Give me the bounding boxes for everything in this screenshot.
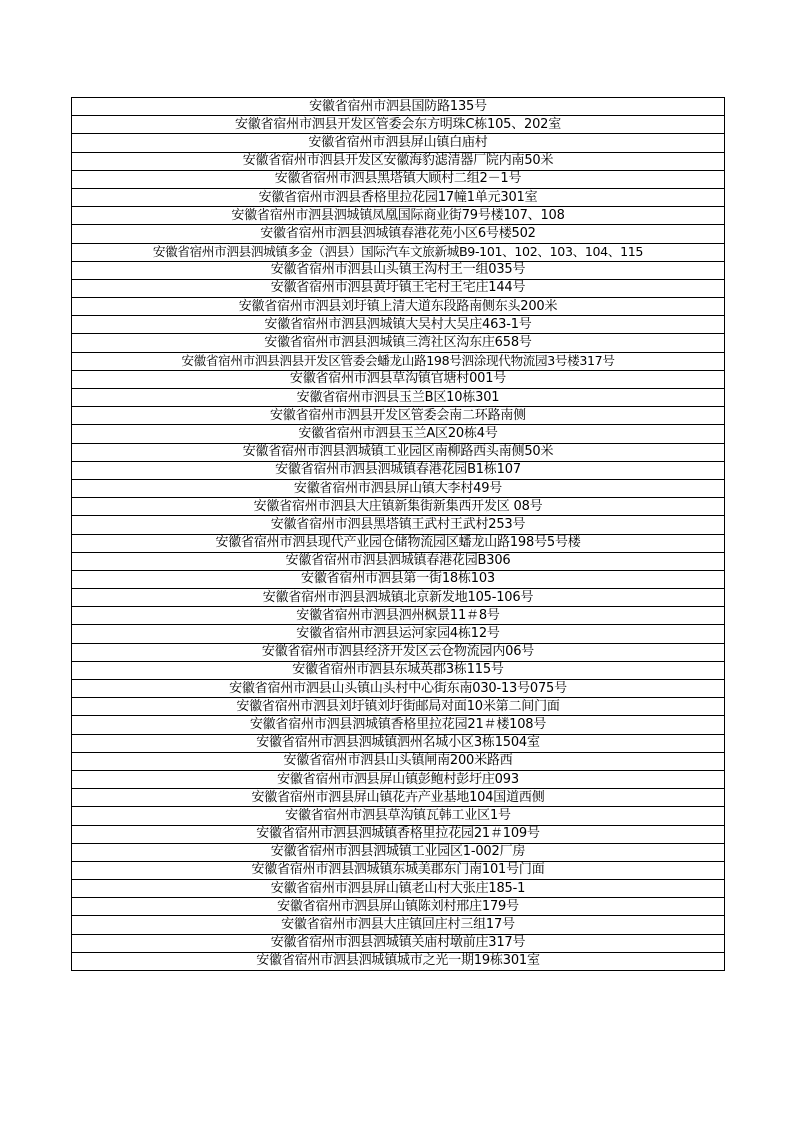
table-row xyxy=(72,861,725,879)
address-cell: 安徽省宿州市泗县开发区管委会东方明珠C栋105、202室 xyxy=(72,116,725,134)
address-cell: 安徽省宿州市泗县泗城镇香格里拉花园21＃109号 xyxy=(72,825,725,843)
table-row xyxy=(72,607,725,625)
table-row xyxy=(72,188,725,206)
address-cell: 安徽省宿州市泗县经济开发区云仓物流园内06号 xyxy=(72,643,725,661)
address-cell: 安徽省宿州市泗县屏山镇花卉产业基地104国道西侧 xyxy=(72,789,725,807)
address-table-body xyxy=(72,98,725,971)
table-row xyxy=(72,98,725,116)
table-row xyxy=(72,643,725,661)
address-cell: 安徽省宿州市泗县泗城镇泗州名城小区3栋1504室 xyxy=(72,734,725,752)
address-cell: 安徽省宿州市泗县泗城镇春港花园B306 xyxy=(72,552,725,570)
table-row xyxy=(72,479,725,497)
table-row xyxy=(72,552,725,570)
table-row xyxy=(72,661,725,679)
address-cell: 安徽省宿州市泗县泗城镇三湾社区沟东庄658号 xyxy=(72,334,725,352)
address-cell: 安徽省宿州市泗县泗州枫景11＃8号 xyxy=(72,607,725,625)
address-cell: 安徽省宿州市泗县泗城镇工业园区南柳路西头南侧50米 xyxy=(72,443,725,461)
address-cell: 安徽省宿州市泗县草沟镇官塘村001号 xyxy=(72,370,725,388)
table-row xyxy=(72,498,725,516)
address-cell: 安徽省宿州市泗县玉兰A区20栋4号 xyxy=(72,425,725,443)
address-cell: 安徽省宿州市泗县泗城镇凤凰国际商业街79号楼107、108 xyxy=(72,207,725,225)
address-cell: 安徽省宿州市泗县开发区安徽海豹滤清器厂院内南50米 xyxy=(72,152,725,170)
table-row xyxy=(72,516,725,534)
address-cell: 安徽省宿州市泗县泗城镇城市之光一期19栋301室 xyxy=(72,952,725,970)
table-row xyxy=(72,734,725,752)
table-row xyxy=(72,225,725,243)
address-cell: 安徽省宿州市泗县大庄镇新集街新集西开发区 08号 xyxy=(72,498,725,516)
address-cell: 安徽省宿州市泗县黑塔镇王武村王武村253号 xyxy=(72,516,725,534)
table-row xyxy=(72,116,725,134)
address-cell: 安徽省宿州市泗县屏山镇白庙村 xyxy=(72,134,725,152)
address-cell: 安徽省宿州市泗县泗城镇春港花园B1栋107 xyxy=(72,461,725,479)
table-row xyxy=(72,389,725,407)
address-cell: 安徽省宿州市泗县黑塔镇大顾村二组2－1号 xyxy=(72,170,725,188)
address-cell: 安徽省宿州市泗县现代产业园仓储物流园区蟠龙山路198号5号楼 xyxy=(72,534,725,552)
table-row xyxy=(72,443,725,461)
table-row xyxy=(72,207,725,225)
table-row xyxy=(72,934,725,952)
address-cell: 安徽省宿州市泗县屏山镇大李村49号 xyxy=(72,479,725,497)
table-row xyxy=(72,334,725,352)
address-cell: 安徽省宿州市泗县泗城镇工业园区1-002厂房 xyxy=(72,843,725,861)
address-cell: 安徽省宿州市泗县香格里拉花园17幢1单元301室 xyxy=(72,188,725,206)
address-cell: 安徽省宿州市泗县山头镇闸南200米路西 xyxy=(72,752,725,770)
address-cell: 安徽省宿州市泗县泗城镇大吴村大吴庄463-1号 xyxy=(72,316,725,334)
table-row xyxy=(72,589,725,607)
address-cell: 安徽省宿州市泗县草沟镇瓦韩工业区1号 xyxy=(72,807,725,825)
table-row xyxy=(72,952,725,970)
address-cell: 安徽省宿州市泗县国防路135号 xyxy=(72,98,725,116)
table-row xyxy=(72,298,725,316)
address-cell: 安徽省宿州市泗县泗县开发区管委会蟠龙山路198号泗涂现代物流园3号楼317号 xyxy=(72,352,725,370)
table-row xyxy=(72,770,725,788)
address-cell: 安徽省宿州市泗县屏山镇陈刘村邢庄179号 xyxy=(72,898,725,916)
table-row xyxy=(72,370,725,388)
address-table xyxy=(71,97,725,971)
table-row xyxy=(72,534,725,552)
address-cell: 安徽省宿州市泗县刘圩镇刘圩街邮局对面10米第二间门面 xyxy=(72,698,725,716)
table-row xyxy=(72,261,725,279)
address-cell: 安徽省宿州市泗县泗城镇北京新发地105-106号 xyxy=(72,589,725,607)
address-cell: 安徽省宿州市泗县山头镇王沟村王一组035号 xyxy=(72,261,725,279)
table-row xyxy=(72,698,725,716)
table-row xyxy=(72,916,725,934)
address-cell: 安徽省宿州市泗县刘圩镇上清大道东段路南侧东头200米 xyxy=(72,298,725,316)
address-cell: 安徽省宿州市泗县玉兰B区10栋301 xyxy=(72,389,725,407)
table-row xyxy=(72,625,725,643)
table-row xyxy=(72,752,725,770)
address-cell: 安徽省宿州市泗县泗城镇多金（泗县）国际汽车文旅新城B9-101、102、103、104、115 xyxy=(72,243,725,261)
table-row xyxy=(72,407,725,425)
table-row xyxy=(72,570,725,588)
table-row xyxy=(72,279,725,297)
table-row xyxy=(72,898,725,916)
table-row xyxy=(72,716,725,734)
table-row xyxy=(72,425,725,443)
address-cell: 安徽省宿州市泗县泗城镇香格里拉花园21＃楼108号 xyxy=(72,716,725,734)
table-row xyxy=(72,461,725,479)
address-cell: 安徽省宿州市泗县泗城镇东城美郡东门南101号门面 xyxy=(72,861,725,879)
address-cell: 安徽省宿州市泗县大庄镇回庄村三组17号 xyxy=(72,916,725,934)
table-row xyxy=(72,170,725,188)
address-cell: 安徽省宿州市泗县运河家园4栋12号 xyxy=(72,625,725,643)
table-row xyxy=(72,789,725,807)
address-cell: 安徽省宿州市泗县第一街18栋103 xyxy=(72,570,725,588)
table-row xyxy=(72,316,725,334)
table-row xyxy=(72,843,725,861)
table-row xyxy=(72,352,725,370)
table-row xyxy=(72,807,725,825)
address-cell: 安徽省宿州市泗县屏山镇老山村大张庄185-1 xyxy=(72,880,725,898)
address-cell: 安徽省宿州市泗县黄圩镇王宅村王宅庄144号 xyxy=(72,279,725,297)
address-cell: 安徽省宿州市泗县屏山镇彭鲍村彭圩庄093 xyxy=(72,770,725,788)
address-cell: 安徽省宿州市泗县开发区管委会南二环路南侧 xyxy=(72,407,725,425)
table-row xyxy=(72,825,725,843)
address-cell: 安徽省宿州市泗县东城英郡3栋115号 xyxy=(72,661,725,679)
address-cell: 安徽省宿州市泗县泗城镇关庙村墩前庄317号 xyxy=(72,934,725,952)
address-cell: 安徽省宿州市泗县泗城镇春港花苑小区6号楼502 xyxy=(72,225,725,243)
table-row xyxy=(72,680,725,698)
address-cell: 安徽省宿州市泗县山头镇山头村中心街东南030-13号075号 xyxy=(72,680,725,698)
table-row xyxy=(72,134,725,152)
table-row xyxy=(72,243,725,261)
table-row xyxy=(72,880,725,898)
table-row xyxy=(72,152,725,170)
